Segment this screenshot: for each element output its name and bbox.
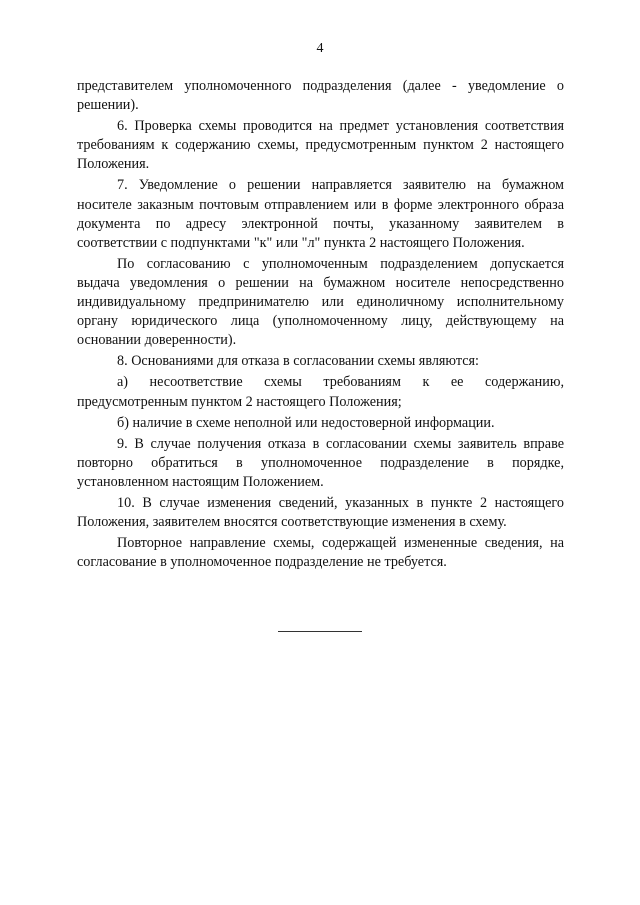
paragraph-item-8-a: а) несоответствие схемы требованиям к ее содержанию, предусмотренным пунктом 2 настоящего Положения;	[77, 374, 564, 410]
paragraph-item-8-b: б) наличие в схеме неполной или недостоверной информации.	[117, 414, 495, 431]
paragraph-item-7-note: По согласованию с уполномоченным подразделением допускается выдача уведомления о решении на бумажном носителе непосредственно индивидуальному предпринимателю или единоличному исполнительному органу юридического лица (уполномоченному лицу, действующему на основании доверенности).	[77, 255, 564, 349]
paragraph-item-6: 6. Проверка схемы проводится на предмет установления соответствия требованиям к содержанию схемы, предусмотренным пунктом 2 настоящего Положения.	[77, 118, 564, 173]
paragraph-continuation: представителем уполномоченного подразделения (далее - уведомление о решении).	[77, 78, 564, 114]
end-separator-line	[278, 631, 362, 632]
paragraph-item-8: 8. Основаниями для отказа в согласовании схемы являются:	[117, 353, 479, 370]
document-body	[77, 77, 564, 572]
page-number: 4	[316, 41, 324, 56]
paragraph-item-10-note: Повторное направление схемы, содержащей измененные сведения, на согласование в уполномоченное подразделение не требуется.	[77, 535, 564, 571]
paragraph-item-9: 9. В случае получения отказа в согласовании схемы заявитель вправе повторно обратиться в уполномоченное подразделение в порядке, установленном настоящим Положением.	[77, 435, 564, 490]
paragraph-item-7: 7. Уведомление о решении направляется заявителю на бумажном носителе заказным почтовым отправлением или в форме электронного образа документа по адресу электронной почты, указанному заявителем в соответствии с подпунктами "к" или "л" пункта 2 настоящего Положения.	[77, 177, 564, 251]
paragraph-item-10: 10. В случае изменения сведений, указанных в пункте 2 настоящего Положения, заявителем вносятся соответствующие изменения в схему.	[77, 494, 564, 531]
